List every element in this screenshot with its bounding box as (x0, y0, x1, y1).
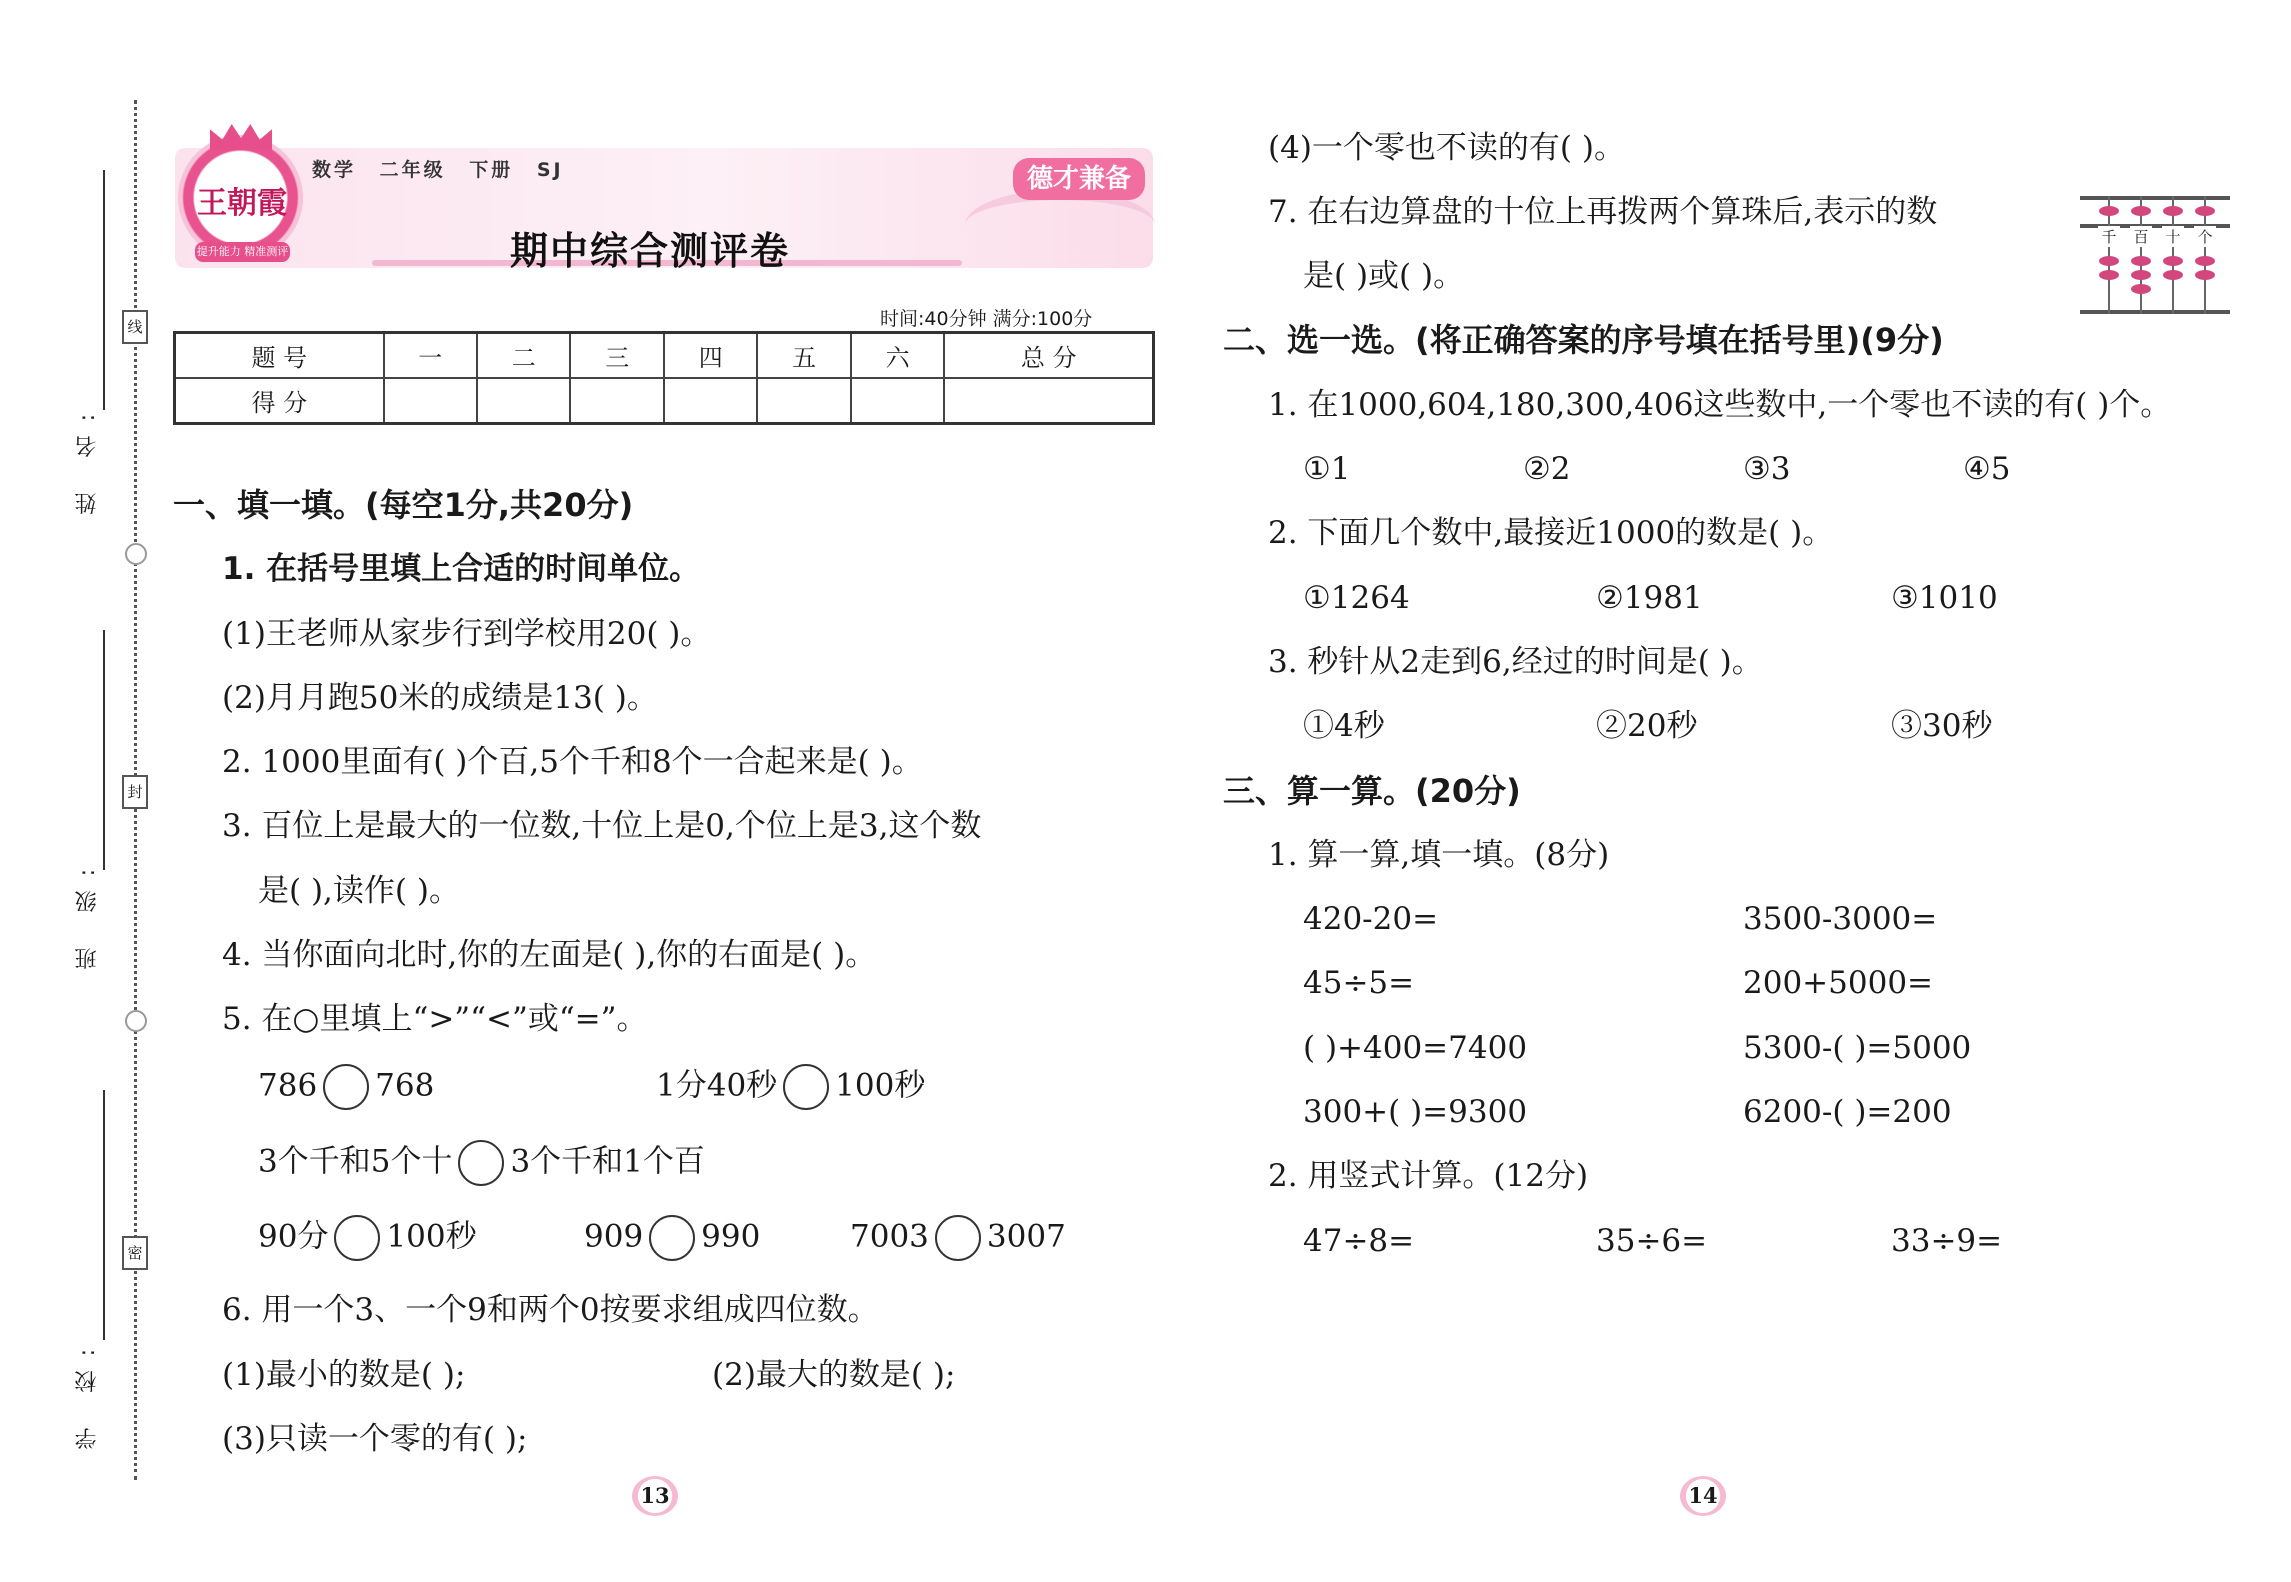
question-6-1: (1)最小的数是( ); (222, 1357, 466, 1393)
table-cell: 五 (757, 333, 850, 379)
page-number-right: 14 (1680, 1476, 1726, 1516)
s2-question-1: 1. 在1000,604,180,300,406这些数中,一个零也不读的有( )个。 (1268, 387, 2172, 423)
page-number-left: 13 (632, 1476, 678, 1516)
s2-option[interactable]: ②1981 (1596, 580, 1703, 616)
calc-item: 3500-3000= (1743, 901, 1938, 937)
score-input-cell[interactable] (477, 378, 570, 424)
abacus-bead (2163, 256, 2183, 266)
question-7a: 7. 在右边算盘的十位上再拨两个算珠后,表示的数 (1268, 194, 1938, 230)
abacus-bead (2131, 270, 2151, 280)
compare-circle[interactable] (323, 1064, 369, 1110)
seal-line-char: 线 (122, 310, 148, 344)
name-label: 姓 名: (75, 400, 100, 515)
school-line (103, 1090, 105, 1340)
s3-question-1: 1. 算一算,填一填。(8分) (1268, 837, 1610, 873)
question-1 (222, 549, 700, 589)
calc-item: 200+5000= (1743, 965, 1934, 1001)
banner-decoration (965, 190, 1155, 260)
compare-circle[interactable] (649, 1215, 695, 1261)
table-row (175, 333, 1154, 379)
abacus-bead (2195, 206, 2215, 216)
s2-option[interactable]: ④5 (1963, 451, 2011, 487)
calc-item: 5300-( )=5000 (1743, 1030, 1972, 1066)
table-cell: 得 分 (175, 378, 384, 424)
question-1-2: (2)月月跑50米的成绩是13( )。 (222, 680, 658, 716)
compare-circle[interactable] (334, 1215, 380, 1261)
s2-option[interactable]: ②2 (1523, 451, 1571, 487)
abacus-bead (2099, 206, 2119, 216)
table-cell: 一 (384, 333, 477, 379)
abacus-bead (2131, 256, 2151, 266)
s2-option[interactable]: ①1264 (1303, 580, 1410, 616)
abacus-bead (2099, 270, 2119, 280)
compare-right: 768 (375, 1067, 435, 1104)
question-4: 4. 当你面向北时,你的左面是( ),你的右面是( )。 (222, 937, 877, 973)
s2-option[interactable]: ②20秒 (1596, 708, 1698, 744)
name-line (103, 170, 105, 410)
table-cell: 三 (570, 333, 663, 379)
abacus-bead (2131, 206, 2151, 216)
compare-left: 90分 (258, 1218, 329, 1255)
section3-heading: 三、算一算。(20分) (1223, 772, 1521, 810)
question-3b: 是( ),读作( )。 (258, 873, 460, 909)
seal-secret-char: 密 (122, 1236, 148, 1270)
compare-right: 3007 (986, 1218, 1066, 1255)
abacus-bead (2131, 284, 2151, 294)
abacus-bead (2195, 270, 2215, 280)
section2-heading: 二、选一选。(将正确答案的序号填在括号里)(9分) (1223, 321, 1944, 359)
school-label: 学 校: (75, 1335, 100, 1450)
question-5: 5. 在○里填上“>”“<”或“=”。 (222, 1001, 648, 1037)
s3-question-2: 2. 用竖式计算。(12分) (1268, 1158, 1589, 1194)
calc-item: 420-20= (1303, 901, 1439, 937)
s2-option[interactable]: ①1 (1303, 451, 1351, 487)
abacus-frame (2080, 196, 2230, 200)
binding-hole (125, 1010, 147, 1032)
score-input-cell[interactable] (664, 378, 757, 424)
question-2: 2. 1000里面有( )个百,5个千和8个一合起来是( )。 (222, 744, 923, 780)
compare-left: 3个千和5个十 (258, 1143, 453, 1180)
compare-left: 7003 (850, 1218, 929, 1255)
table-cell: 二 (477, 333, 570, 379)
class-label: 班 级: (75, 855, 100, 970)
score-input-cell[interactable] (384, 378, 477, 424)
q-text: 1. 在括号里填上合适的时间单位。 (222, 551, 701, 587)
compare-item (850, 1215, 1066, 1261)
page-title: 期中综合测评卷 (510, 229, 791, 273)
compare-right: 100秒 (835, 1067, 926, 1104)
s2-question-2: 2. 下面几个数中,最接近1000的数是( )。 (1268, 515, 1834, 551)
score-table (173, 331, 1155, 425)
vertical-calc: 33÷9= (1891, 1223, 2003, 1259)
compare-left: 786 (258, 1067, 318, 1104)
compare-circle[interactable] (935, 1215, 981, 1261)
binding-hole (125, 543, 147, 565)
time-info: 时间:40分钟 满分:100分 (880, 308, 1093, 330)
question-6-3: (3)只读一个零的有( ); (222, 1421, 528, 1457)
abacus-label: 百 (2130, 226, 2152, 247)
s2-option[interactable]: ③30秒 (1891, 708, 1993, 744)
calc-item: 45÷5= (1303, 965, 1415, 1001)
s2-option[interactable]: ③1010 (1891, 580, 1998, 616)
compare-circle[interactable] (783, 1064, 829, 1110)
s2-question-3: 3. 秒针从2走到6,经过的时间是( )。 (1268, 644, 1763, 680)
table-cell: 题 号 (175, 333, 384, 379)
question-1-1: (1)王老师从家步行到学校用20( )。 (222, 616, 712, 652)
question-7b: 是( )或( )。 (1303, 258, 1465, 294)
abacus-bead (2195, 256, 2215, 266)
table-row (175, 378, 1154, 424)
s2-option[interactable]: ③3 (1743, 451, 1791, 487)
abacus-bead (2163, 270, 2183, 280)
compare-item (584, 1215, 760, 1261)
s2-option[interactable]: ①4秒 (1303, 708, 1385, 744)
table-cell: 总 分 (944, 333, 1153, 379)
calc-item: 6200-( )=200 (1743, 1094, 1952, 1130)
brand-tag: 提升能力 精准测评 (195, 242, 290, 262)
subject-label: 数学 二年级 下册 SJ (312, 159, 564, 181)
score-input-cell[interactable] (757, 378, 850, 424)
calc-item: 300+( )=9300 (1303, 1094, 1528, 1130)
compare-left: 909 (584, 1218, 644, 1255)
abacus-label: 十 (2162, 226, 2184, 247)
compare-right: 3个千和1个百 (510, 1143, 705, 1180)
abacus-label: 千 (2098, 226, 2120, 247)
section1-heading: 一、填一填。(每空1分,共20分) (173, 486, 634, 524)
compare-item (258, 1215, 477, 1261)
compare-item (258, 1140, 705, 1186)
vertical-calc: 47÷8= (1303, 1223, 1415, 1259)
compare-left: 1分40秒 (656, 1067, 778, 1104)
score-input-cell[interactable] (570, 378, 663, 424)
table-cell: 六 (851, 333, 944, 379)
compare-item (656, 1064, 925, 1110)
compare-circle[interactable] (458, 1140, 504, 1186)
abacus-bead (2099, 256, 2119, 266)
abacus-frame (2080, 310, 2230, 314)
brand-name: 王朝霞 (197, 186, 287, 221)
class-line (103, 630, 105, 870)
compare-right: 990 (701, 1218, 761, 1255)
table-cell: 四 (664, 333, 757, 379)
seal-seal-char: 封 (122, 775, 148, 809)
calc-item: ( )+400=7400 (1303, 1030, 1528, 1066)
vertical-calc: 35÷6= (1596, 1223, 1708, 1259)
compare-right: 100秒 (386, 1218, 477, 1255)
score-input-cell[interactable] (944, 378, 1153, 424)
question-6-4: (4)一个零也不读的有( )。 (1268, 130, 1625, 166)
compare-item (258, 1064, 434, 1110)
abacus-bead (2163, 206, 2183, 216)
question-6: 6. 用一个3、一个9和两个0按要求组成四位数。 (222, 1292, 879, 1328)
question-3a: 3. 百位上是最大的一位数,十位上是0,个位上是3,这个数 (222, 808, 982, 844)
abacus-figure (2080, 196, 2230, 314)
motto-badge: 德才兼备 (1013, 158, 1145, 200)
question-6-2: (2)最大的数是( ); (712, 1357, 956, 1393)
score-input-cell[interactable] (851, 378, 944, 424)
abacus-label: 个 (2194, 226, 2216, 247)
